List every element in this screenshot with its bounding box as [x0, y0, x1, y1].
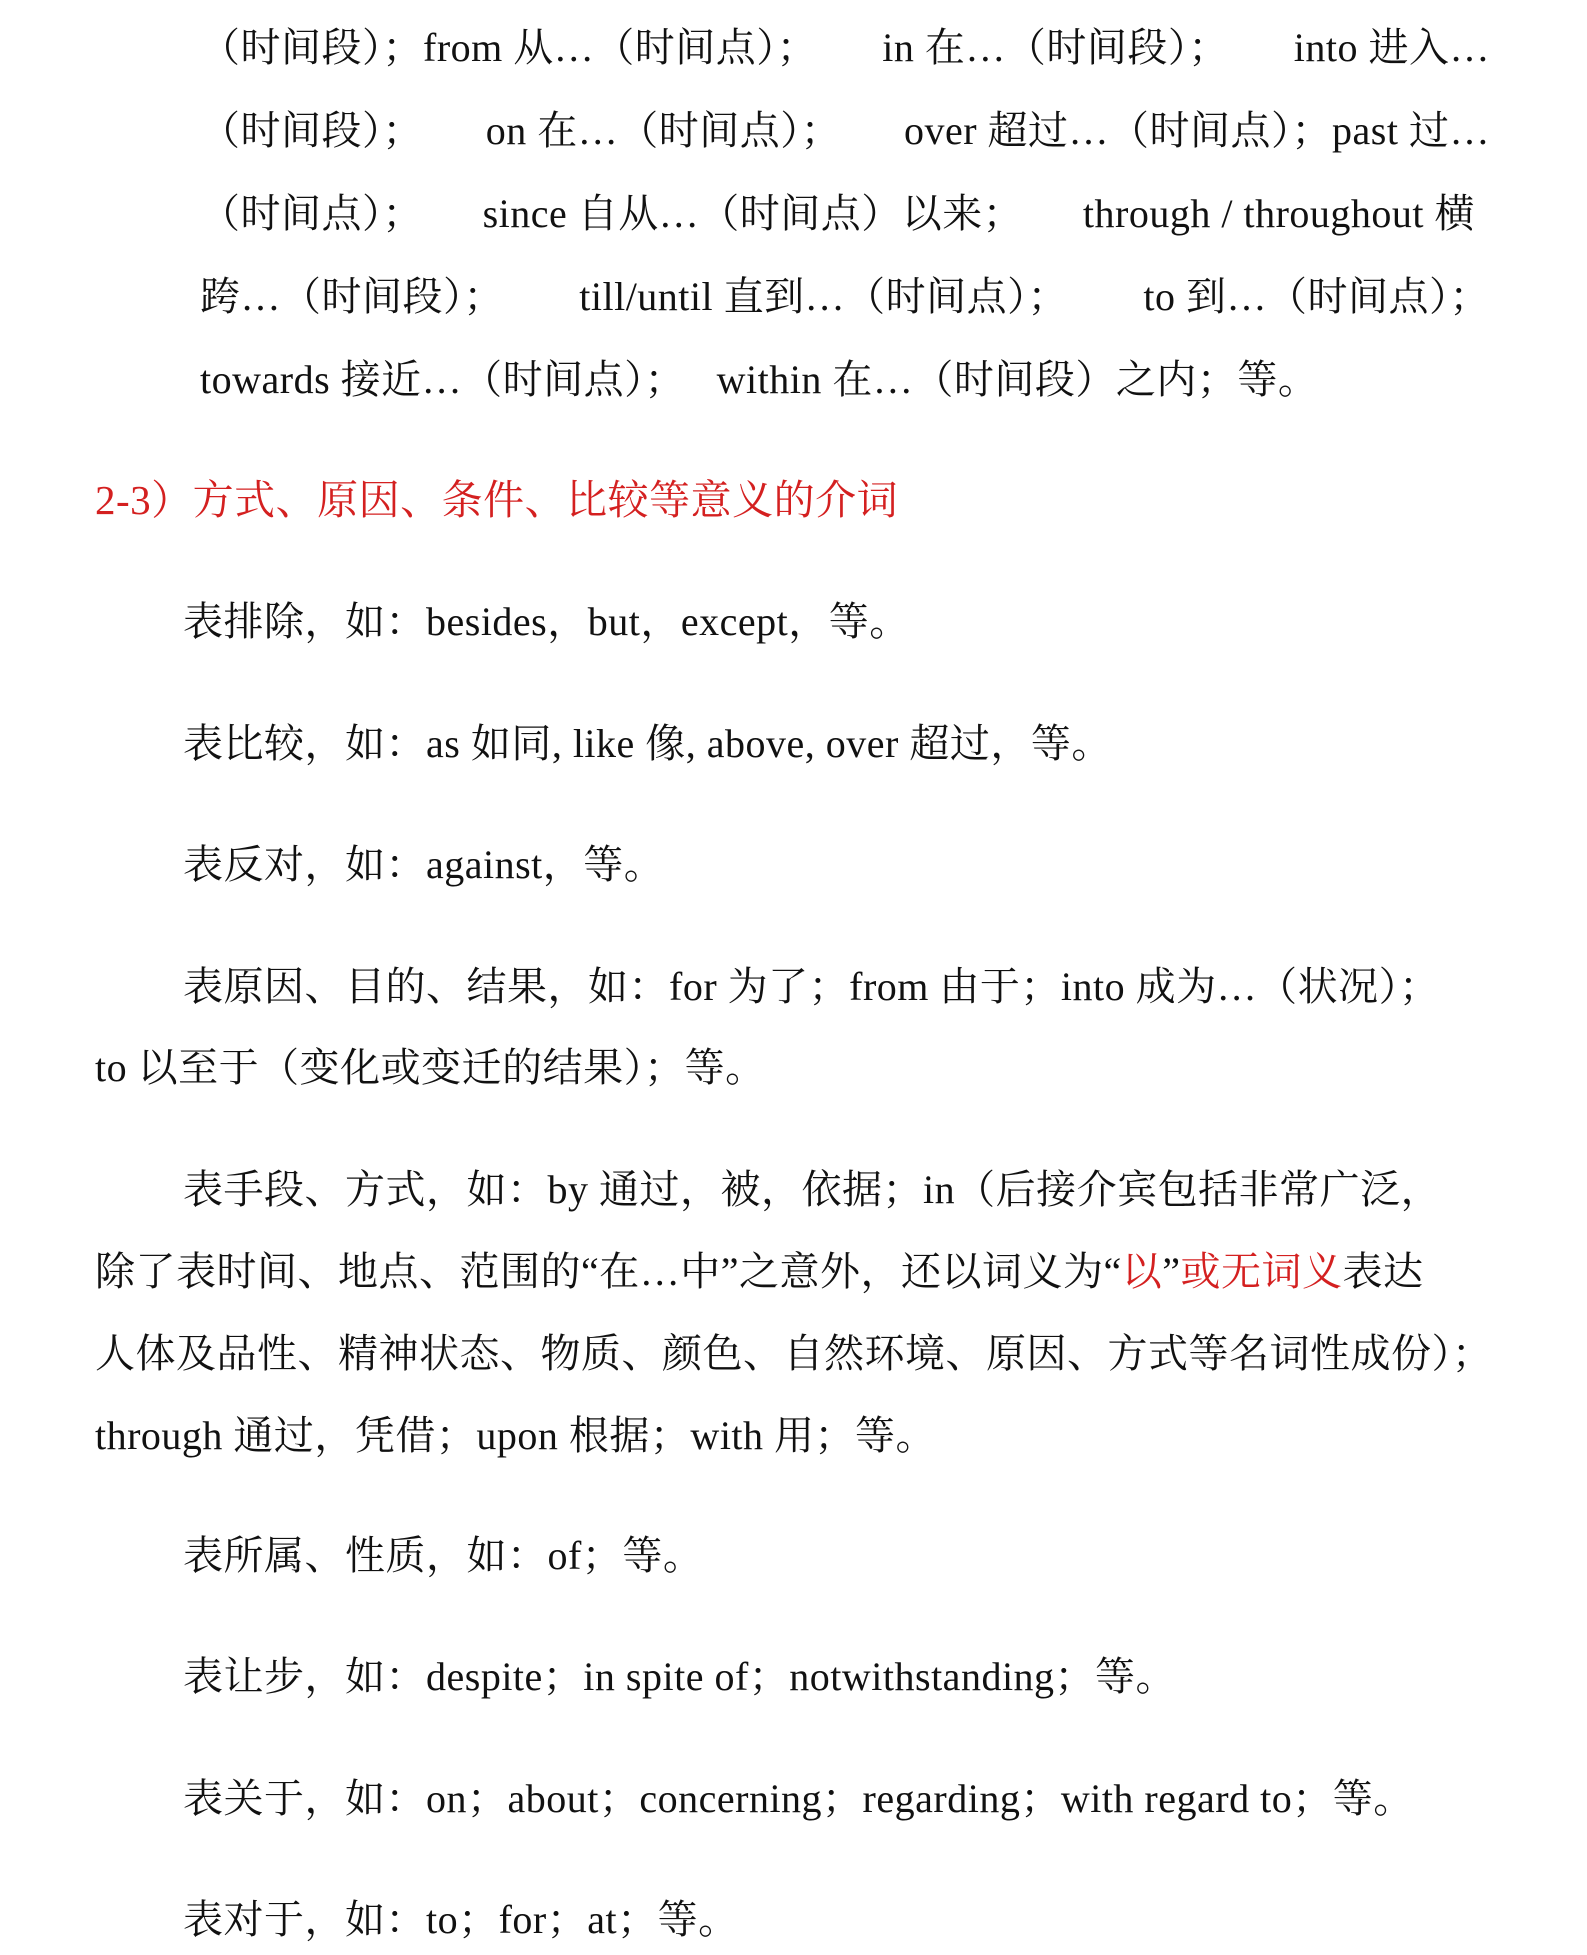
text-segment: （时间点）； [200, 191, 423, 236]
continuation-line-3 [200, 186, 1475, 242]
text-segment: over 超过…（时间点）；past 过… [903, 108, 1490, 153]
item-means-line-1: 表手段、方式，如：by 通过，被，依据；in（后接介宾包括非常广泛， [183, 1167, 1442, 1212]
text-segment: into 进入… [1293, 25, 1490, 70]
item-concession: 表让步，如：despite；in spite of；notwithstanding；等。 [183, 1654, 1177, 1699]
text-segment: on 在…（时间点）； [485, 108, 842, 153]
continuation-line-4 [200, 269, 1490, 325]
item-comparison: 表比较，如：as 如同, like 像, above, over 超过，等。 [183, 721, 1112, 766]
text-segment: 表达 [1342, 1249, 1424, 1294]
item-cause-line-1 [183, 959, 1475, 1015]
item-means-line-4: through 通过，凭借；upon 根据；with 用；等。 [95, 1413, 937, 1458]
text-segment: through / throughout 横 [1082, 191, 1475, 236]
text-segment: 表原因、目的、结果，如：for 为了；from 由于；into 成为…（状况）； [183, 964, 1440, 1009]
item-exclusion: 表排除，如：besides，but，except，等。 [183, 599, 910, 644]
continuation-line-2 [200, 103, 1490, 159]
text-segment: ” [1162, 1249, 1181, 1294]
text-segment: 除了表时间、地点、范围的“在…中”之意外，还以词义为“ [95, 1249, 1122, 1294]
item-cause-line-2: to 以至于（变化或变迁的结果）；等。 [95, 1045, 766, 1090]
highlight-text: 以 [1121, 1249, 1163, 1294]
text-segment: since 自从…（时间点）以来； [482, 191, 1024, 236]
text-segment: to 到…（时间点）； [1143, 274, 1490, 319]
item-opposition: 表反对，如：against，等。 [183, 842, 665, 887]
highlight-text: 或无词义 [1180, 1249, 1343, 1294]
continuation-line-1 [200, 20, 1490, 76]
text-segment: （时间段）；from 从…（时间点）； [200, 25, 818, 70]
item-attribute: 表所属、性质，如：of；等。 [183, 1533, 704, 1578]
item-about: 表关于，如：on；about；concerning；regarding；with regard to；等。 [183, 1776, 1414, 1821]
text-segment: 跨…（时间段）； [200, 274, 504, 319]
item-toward: 表对于，如：to；for；at；等。 [183, 1897, 739, 1942]
text-segment: in 在…（时间段）； [882, 25, 1229, 70]
item-means-line-2 [95, 1244, 1424, 1300]
text-segment: till/until 直到…（时间点）； [579, 274, 1069, 319]
continuation-line-5: towards 接近…（时间点）； within 在…（时间段）之内；等。 [200, 357, 1319, 402]
text-segment: （时间段）； [200, 108, 423, 153]
section-heading: 2-3）方式、原因、条件、比较等意义的介词 [95, 477, 899, 523]
item-means-line-3: 人体及品性、精神状态、物质、颜色、自然环境、原因、方式等名词性成份）； [95, 1331, 1493, 1376]
